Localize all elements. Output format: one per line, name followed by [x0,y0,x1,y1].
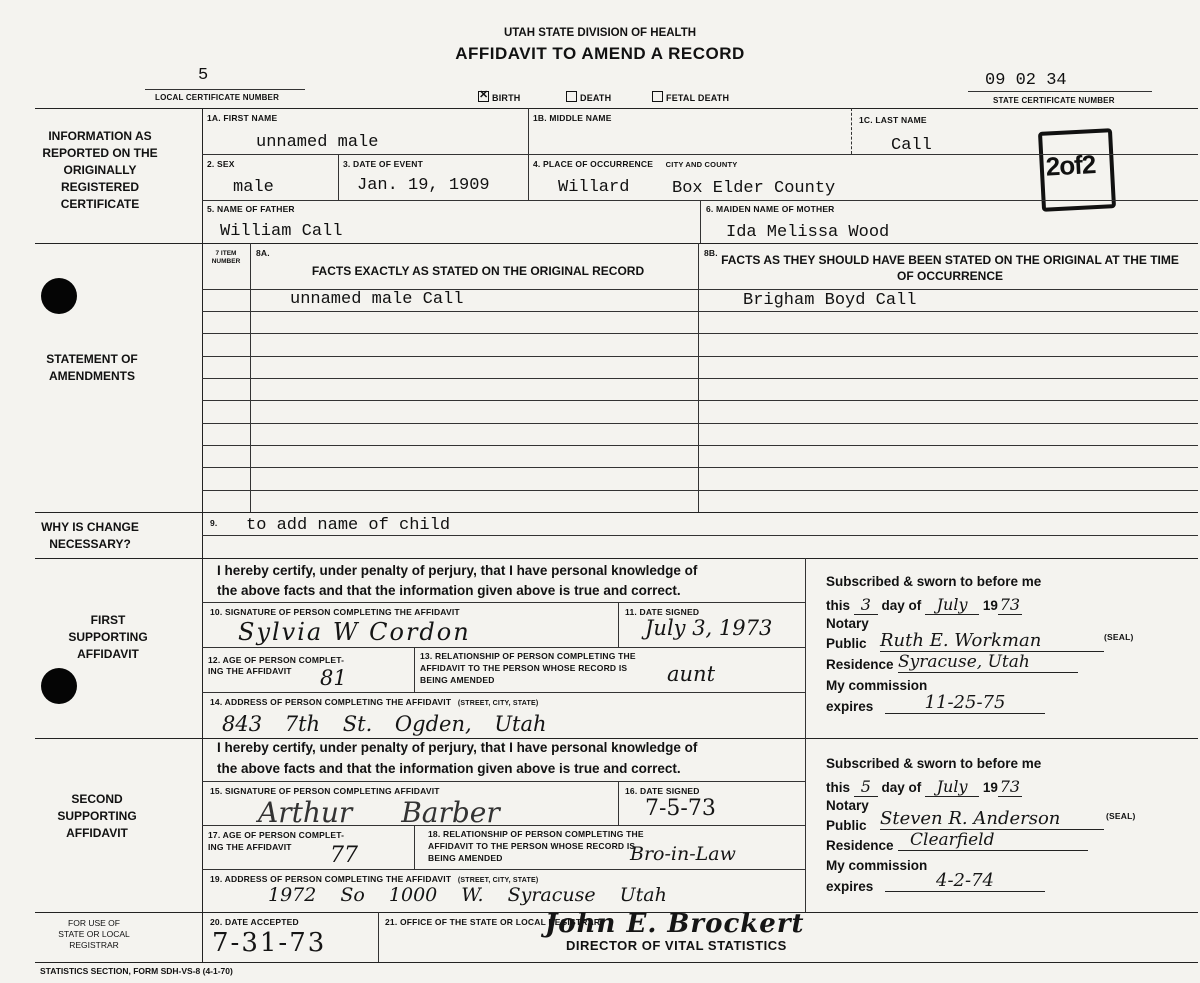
reason-value: to add name of child [246,516,451,535]
first-address-label-text: 14. ADDRESS OF PERSON COMPLETING THE AFFIDAVIT [210,697,452,707]
second-certify-line-2: the above facts and that the information given above is true and correct. [217,761,681,776]
second-address: 1972 So 1000 W. Syracuse Utah [268,884,667,906]
reason-item-number: 9. [210,518,218,528]
form-identifier: STATISTICS SECTION, FORM SDH-VS-8 (4-1-70) [40,966,233,976]
birth-checkbox [478,91,489,102]
last-name-value: Call [891,136,932,155]
second-notary-expires-label: expires [826,879,874,894]
first-notary-commission-label: My commission [826,678,928,693]
second-notary-date-line [826,777,1022,797]
first-notary-day: 3 [854,595,878,615]
place-county-value: Box Elder County [672,179,836,198]
record-type-fetal-death: FETAL DEATH [652,91,729,103]
second-address-sub-label: (STREET, CITY, STATE) [457,877,539,884]
state-certificate-label: STATE CERTIFICATE NUMBER [993,96,1115,105]
punch-hole-bottom [41,668,77,704]
fetal-death-checkbox [652,91,663,102]
second-notary-signature: Steven R. Anderson [880,808,1104,830]
first-notary-date-line [826,595,1022,615]
agency-name: UTAH STATE DIVISION OF HEALTH [503,27,697,39]
second-notary-year: 73 [999,777,1021,796]
second-age: 77 [330,843,358,868]
col-8b-title: FACTS AS THEY SHOULD HAVE BEEN STATED ON THE ORIGINAL AT THE TIME OF OCCURRENCE [721,253,1179,283]
first-date-signed-label: 11. DATE SIGNED [625,607,700,617]
first-age-label-1: 12. AGE OF PERSON COMPLET- [208,655,345,665]
local-certificate-number: 5 [198,66,209,85]
father-name-value: William Call [220,222,343,241]
second-notary-commission-label: My commission [826,858,928,873]
second-signature: Arthur Barber [258,796,500,829]
first-name-label: 1A. FIRST NAME [207,113,278,123]
second-age-label-2: ING THE AFFIDAVIT [208,842,292,852]
state-certificate-number: 09 02 34 [985,71,1067,90]
first-signature: Sylvia W Cordon [238,618,471,646]
first-age: 81 [320,666,347,690]
punch-hole-top [41,278,77,314]
second-relationship-label-2: AFFIDAVIT TO THE PERSON WHOSE RECORD IS [428,841,636,851]
last-name-label: 1C. LAST NAME [859,115,927,125]
first-notary-year-prefix: 19 [982,598,998,613]
second-address-label [210,874,538,884]
first-notary-signature: Ruth E. Workman [880,630,1104,652]
first-address-sub-label: (STREET, CITY, STATE) [457,700,539,707]
second-notary-month: July [925,777,979,797]
registrar-office-label: 21. OFFICE OF THE STATE OR LOCAL REGISTRAR [385,917,601,927]
death-checkbox [566,91,577,102]
date-accepted: 7-31-73 [212,928,327,958]
place-of-occurrence-label [533,159,737,169]
record-type-death: DEATH [566,91,611,103]
registrar-signature: John E. Brockert [545,909,805,939]
local-certificate-label: LOCAL CERTIFICATE NUMBER [155,93,280,102]
original-fact-value: unnamed male Call [290,290,464,309]
middle-name-label: 1B. MIDDLE NAME [533,113,612,123]
first-notary-sworn: Subscribed & sworn to before me [826,574,1042,589]
item-number-label: 7 ITEM NUMBER [211,250,241,265]
page-stamp-text: 2of2 [1044,149,1096,182]
date-of-event-label: 3. DATE OF EVENT [343,159,424,169]
second-notary-day: 5 [854,777,878,797]
col-8b-number: 8B. [704,248,718,258]
second-relationship-label-1: 18. RELATIONSHIP OF PERSON COMPLETING THE [428,829,644,839]
second-notary-this: this [826,780,851,795]
father-name-label: 5. NAME OF FATHER [207,204,295,214]
second-notary-label: Notary [826,798,869,813]
second-notary-year-prefix: 19 [982,780,998,795]
first-notary-expires-label: expires [826,699,874,714]
first-certify-line-2: the above facts and that the information given above is true and correct. [217,583,681,598]
second-notary-seal: (SEAL) [1106,811,1136,821]
first-notary-seal: (SEAL) [1104,632,1134,642]
first-notary-label: Notary [826,616,869,631]
reason-section-label: WHY IS CHANGE NECESSARY? [41,520,139,551]
second-address-label-text: 19. ADDRESS OF PERSON COMPLETING THE AFFIDAVIT [210,874,452,884]
second-notary-residence-label: Residence [826,838,894,853]
first-notary-residence: Syracuse, Utah [898,652,1078,673]
first-relationship-label-1: 13. RELATIONSHIP OF PERSON COMPLETING THE [420,651,636,661]
first-affidavit-section-label: FIRST SUPPORTING AFFIDAVIT [68,613,148,661]
place-label-text: 4. PLACE OF OCCURRENCE [533,159,654,169]
second-notary-public-label: Public [826,818,867,833]
first-notary-day-of: day of [881,598,922,613]
second-affidavit-section-label: SECOND SUPPORTING AFFIDAVIT [57,792,137,840]
first-address: 843 7th St. Ogden, Utah [222,712,547,736]
first-relationship-label-3: BEING AMENDED [420,675,495,685]
first-relationship: aunt [667,662,716,686]
date-of-event-value: Jan. 19, 1909 [357,176,490,195]
second-notary-residence: Clearfield [898,830,1088,851]
sex-label: 2. SEX [207,159,235,169]
col-8a-title: FACTS EXACTLY AS STATED ON THE ORIGINAL RECORD [311,264,645,278]
place-sub-label-text: CITY AND COUNTY [665,160,738,169]
form-title: AFFIDAVIT TO AMEND A RECORD [455,44,745,63]
second-age-label-1: 17. AGE OF PERSON COMPLET- [208,830,345,840]
first-notary-year: 73 [999,595,1021,614]
second-notary-day-of: day of [881,780,922,795]
record-type-birth: ✕BIRTH [478,91,521,103]
director-stamp: DIRECTOR OF VITAL STATISTICS [566,938,787,953]
first-address-label [210,697,538,707]
mother-name-label: 6. MAIDEN NAME OF MOTHER [706,204,835,214]
first-notary-month: July [925,595,979,615]
mother-name-value: Ida Melissa Wood [726,223,890,242]
first-notary-residence-label: Residence [826,657,894,672]
first-age-label-2: ING THE AFFIDAVIT [208,666,292,676]
second-date-signed: 7-5-73 [645,796,716,821]
first-date-signed: July 3, 1973 [645,616,773,640]
first-name-value: unnamed male [256,133,379,152]
original-info-section-label: INFORMATION AS REPORTED ON THE ORIGINALLY REGISTERED CERTIFICATE [42,129,158,211]
first-signature-label: 10. SIGNATURE OF PERSON COMPLETING THE AFFIDAVIT [210,607,460,617]
first-notary-public-label: Public [826,636,867,651]
corrected-fact-value: Brigham Boyd Call [743,291,917,310]
second-certify-line-1: I hereby certify, under penalty of perjury, that I have personal knowledge of [217,740,698,755]
place-city-value: Willard [558,178,630,197]
col-8a-number: 8A. [256,248,270,258]
first-notary-this: this [826,598,851,613]
first-certify-line-1: I hereby certify, under penalty of perjury, that I have personal knowledge of [217,563,698,578]
second-notary-expires: 4-2-74 [885,870,1045,892]
second-signature-label: 15. SIGNATURE OF PERSON COMPLETING AFFIDAVIT [210,786,440,796]
date-accepted-label: 20. DATE ACCEPTED [210,917,299,927]
sex-value: male [233,178,274,197]
registrar-section-label: FOR USE OF STATE OR LOCAL REGISTRAR [58,918,130,950]
second-relationship: Bro-in-Law [630,843,736,865]
second-date-signed-label: 16. DATE SIGNED [625,786,700,796]
first-notary-expires: 11-25-75 [885,692,1045,714]
first-relationship-label-2: AFFIDAVIT TO THE PERSON WHOSE RECORD IS [420,663,628,673]
second-notary-sworn: Subscribed & sworn to before me [826,756,1042,771]
amendments-section-label: STATEMENT OF AMENDMENTS [46,352,138,383]
second-relationship-label-3: BEING AMENDED [428,853,503,863]
